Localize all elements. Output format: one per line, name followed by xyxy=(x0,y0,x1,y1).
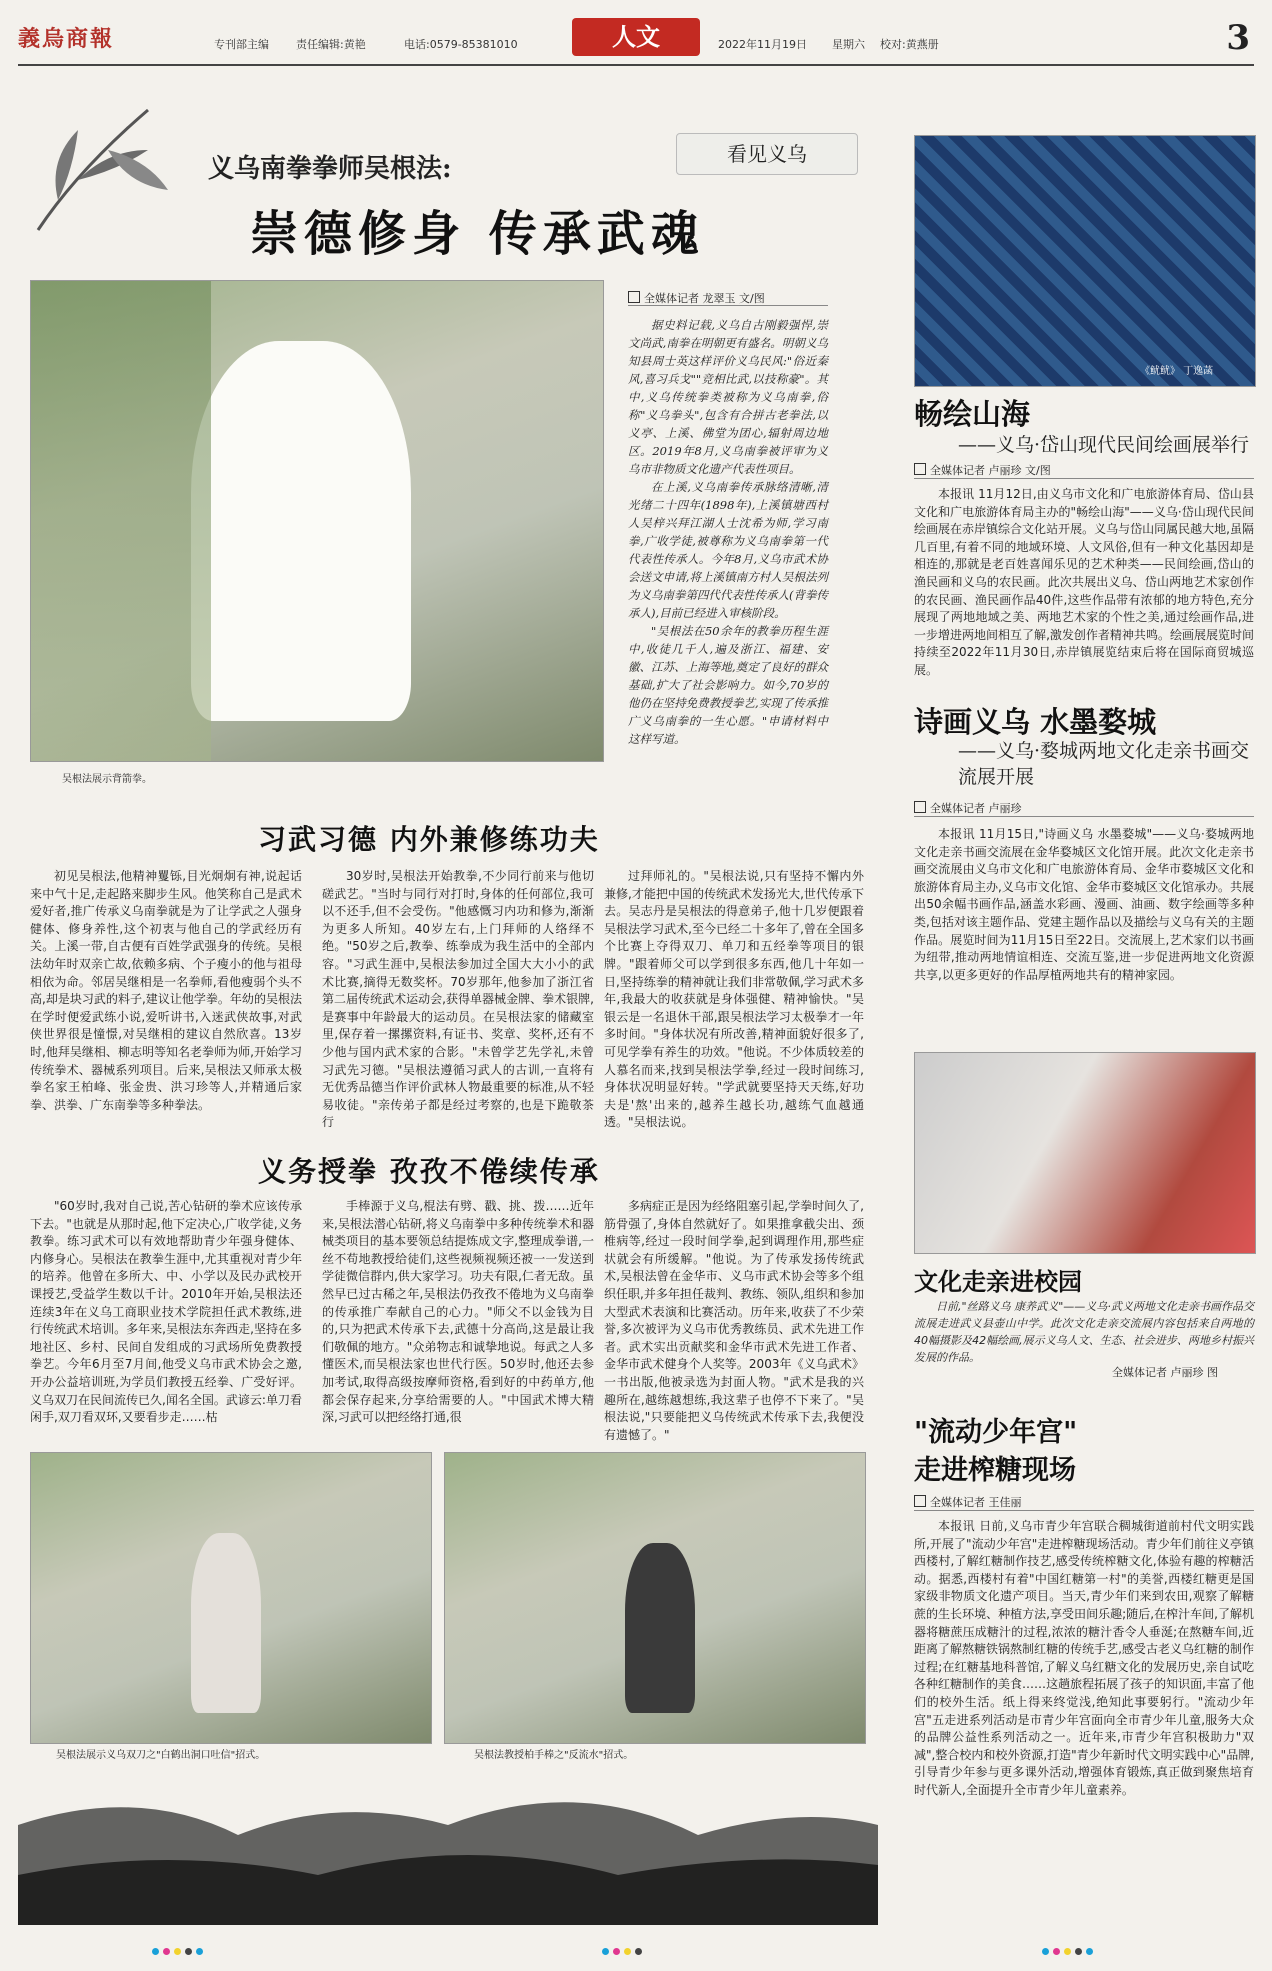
sidebar-a4-title-line1: "流动少年宫" xyxy=(914,1417,1078,1448)
photo-staff-caption: 吴根法教授柏手棒之"反流水"招式。 xyxy=(474,1750,634,1761)
sidebar-a3-body: 日前,"丝路义乌 康养武义"——义乌·武义两地文化走亲书画作品交流展走进武义县壶山中学。此次文化走亲交流展内容包括来自两地的40幅摄影及42幅绘画,展示义乌人文、生态、社会进步、两地乡村振兴发展的作品。 xyxy=(914,1300,1254,1364)
section-heading-2: 义务授拳 孜孜不倦续传承 xyxy=(258,1155,600,1188)
sidebar-a1-rule xyxy=(914,478,1254,479)
page-number: 3 xyxy=(1226,18,1250,58)
sidebar-a1-subtitle: ——义乌·岱山现代民间绘画展举行 xyxy=(958,434,1250,456)
header-weekday: 星期六 xyxy=(832,38,865,51)
photo-main-caption: 吴根法展示背箭拳。 xyxy=(62,774,152,785)
bamboo-decoration-icon xyxy=(18,90,188,240)
art-image-caption: 《鱿鱿》 丁逸菡 xyxy=(1140,366,1214,377)
header-meta-editor-in-chief: 专刊部主编 xyxy=(214,38,269,51)
article-title: 崇德修身 传承武魂 xyxy=(250,206,705,262)
header-rule xyxy=(18,64,1254,66)
footer-color-dots-left xyxy=(150,1940,205,1950)
main-byline: 全媒体记者 龙翠玉 文/图 xyxy=(628,290,765,306)
photo-students-exhibition xyxy=(914,1052,1256,1254)
section1-col-3: 过拜师礼的。"吴根法说,只有坚持不懈内外兼修,才能把中国的传统武术发扬光大,世代传承下去。吴志丹是吴根法的得意弟子,他十几岁便跟着吴根法学习武术,至今已经二十多年了,曾在全国多个比赛上夺得双刀、单刀和五经拳等项目的银牌。"跟着师父可以学到很多东西,他几十年如一日,坚持练拳的精神就让我们非常敬佩,学习武术多年,我最大的收获就是身体强健、精神愉快。"吴银云是一名退休干部,跟吴根法学习太极拳才一年多时间。"身体状况有所改善,精神面貌好很多了,可见学拳有养生的功效。"他说。不少体质较差的人慕名而来,找到吴根法学拳,经过一段时间练习,身体状况明显好转。"学武就要坚持天天练,好功夫是'熬'出来的,越养生越长功,越练气血越通透。"吴根法说。 xyxy=(604,869,864,1130)
section2-col-1: "60岁时,我对自己说,苦心钻研的拳术应该传承下去。"也就是从那时起,他下定决心,广收学徒,义务教拳。练习武术可以有效地帮助青少年强身健体、内修身心。吴根法在教拳生涯中,尤其重视对青少年的培养。他曾在多所大、中、小学以及民办武校开课授艺,受益学生数以千计。2010年开始,吴根法还连续3年在义乌工商职业技术学院担任武术教练,进行传统武术培训。多年来,吴根法东奔西走,坚持在多地社区、乡村、民间自发组成的习武场所免费教授拳艺。今年6月至7月间,他受义乌市武术协会之邀,开办公益培训班,为学员们教授五经拳、广受好评。义乌双刀在民间流传已久,闻名全国。武谚云:单刀看闲手,双刀看双环,又要看步走……枯 xyxy=(30,1199,302,1425)
masthead-logo: 義烏商報 xyxy=(18,26,115,52)
sidebar-a2-body: 本报讯 11月15日,"诗画义乌 水墨婺城"——义乌·婺城两地文化走亲书画交流展在金华婺城区文化馆开展。此次文化走亲书画交流展由义乌市文化和广电旅游体育局、金华市婺城区文化和旅游体育局主办,义乌市文化馆、金华市婺城区文化馆承办。共展出50余幅书画作品,涵盖水彩画、漫画、油画、数字绘画等多种类,包括对该主题作品、党建主题作品以及描绘与义乌有关的主题作品。展览时间为11月15日至22日。交流展上,艺术家们以书画为纽带,推动两地情谊相连、交流互鉴,进一步促进两地文化资源共享,以更多更好的作品厚植两地共有的精神家园。 xyxy=(914,827,1254,982)
sidebar-a3-title: 文化走亲进校园 xyxy=(914,1267,1082,1296)
sidebar-a4-title-line2: 走进榨糖现场 xyxy=(914,1455,1076,1486)
intro-text: 据史料记载,义乌自古刚毅强悍,崇文尚武,南拳在明朝更有盛名。明朝义乌知县周士英这样评价义乌民风:"俗近秦风,喜习兵戈""竞相比武,以技称豪"。其中,义乌传统拳类被称为义乌南拳,俗称"义乌拳头",包含有合拼古老拳法,以义亭、上溪、佛堂为团心,辐射周边地区。2019年8月,义乌南拳被评审为义乌市非物质文化遗产代表性项目。 在上溪,义乌南拳传承脉络清晰,清光绪二十四年(1898年),上溪镇塘西村人吴梓兴拜江湖人士沈希为师,学习南拳,广收学徒,被尊称为义乌南拳第一代代表性传承人。今年8月,义乌市武术协会送文申请,将上溪镇南方村人吴根法列为义乌南拳第四代代表性传承人(背拳传承人),目前已经进入审核阶段。 "吴根法在50余年的教拳历程生涯中,收徒几千人,遍及浙江、福建、安徽、江苏、上海等地,奠定了良好的群众基础,扩大了社会影响力。如今,70岁的他仍在坚持免费教授拳艺,实现了传承推广义乌南拳的一生心愿。"申请材料中这样写道。 xyxy=(628,318,828,746)
sidebar-a4-body: 本报讯 日前,义乌市青少年宫联合稠城街道前村代文明实践所,开展了"流动少年宫"走进榨糖现场活动。青少年们前往义亭镇西楼村,了解红糖制作技艺,感受传统榨糖文化,体验有趣的榨糖活动。据悉,西楼村有着"中国红糖第一村"的美誉,西楼红糖更是国家级非物质文化遗产项目。当天,青少年们来到农田,观察了解糖蔗的生长环境、种植方法,享受田间乐趣;随后,在榨汁车间,了解机器将糖蔗压成糖汁的过程,浓浓的糖汁香令人垂涎;在熬糖车间,近距离了解熬糖铁锅熬制红糖的传统手艺,感受古老义乌红糖的制作过程;在红糖基地科普馆,了解义乌红糖文化的发展历史,亲自试吃各种红糖制作的美食……这趟旅程拓展了孩子的知识面,丰富了他们的校外生活。纸上得来终觉浅,绝知此事要躬行。"流动少年宫"五走进系列活动是市青少年宫面向全市青少年儿童,服务大众的品牌公益性系列活动之一。近年来,市青少年宫积极助力"双减",整合校内和校外资源,打造"青少年新时代文明实践中心"品牌,引导青少年参与更多课外活动,增强体育锻炼,真正做到聚焦培育时代新人,全面提升全市青少年儿童素养。 xyxy=(914,1519,1255,1797)
section-heading-1: 习武习德 内外兼修练功夫 xyxy=(258,823,600,856)
header-meta-phone: 电话:0579-85381010 xyxy=(404,38,518,51)
photo-double-knife xyxy=(30,1452,432,1744)
footer-color-dots-center xyxy=(600,1940,644,1950)
column-tag: 看见义乌 xyxy=(676,133,858,175)
sidebar-a4-rule xyxy=(914,1510,1254,1511)
header-meta-editor: 责任编辑:黄艳 xyxy=(296,38,366,51)
sidebar-a3-credit: 全媒体记者 卢丽珍 图 xyxy=(1112,1366,1218,1379)
sidebar-a2-byline: 全媒体记者 卢丽珍 xyxy=(914,800,1022,816)
header-proofreader: 校对:黄燕册 xyxy=(880,38,939,51)
section2-col-3: 多病症正是因为经络阻塞引起,学拳时间久了,筋骨强了,身体自然就好了。如果推拿截尖出、颈椎病等,经过一段时间学拳,起到调理作用,那些症状就会有所缓解。"他说。为了传承发扬传统武术,吴根法曾在金华市、义乌市武术协会等多个组织任职,并多年担任裁判、教练、领队,组织和参加大型武术表演和比赛活动。历年来,收获了不少荣誉,多次被评为义乌市优秀教练员、武术先进工作者。武术实出贡献奖和金华市武术先进工作者、金华市武术健身个人奖等。2003年《义乌武术》一书出版,他被录选为封面人物。"武术是我的兴趣所在,越练越想练,我这辈子也停不下来了。"吴根法说,"只要能把义乌传统武术传承下去,我便没有遗憾了。" xyxy=(604,1199,864,1442)
sidebar-a2-subtitle: ——义乌·婺城两地文化走亲书画交流展开展 xyxy=(958,740,1250,788)
header-date: 2022年11月19日 xyxy=(718,38,807,51)
ink-landscape-decoration xyxy=(18,1765,878,1925)
byline-rule xyxy=(628,305,828,306)
section1-col-1: 初见吴根法,他精神矍铄,目光炯炯有神,说起话来中气十足,走起路来脚步生风。他笑称自己是武术爱好者,推广传承义乌南拳就是为了让学武之人强身健体、修身养性,这个初衷与他自己的学武经历有关。上溪一带,自古便有百姓学武强身的传统。吴根法幼年时双亲亡故,依赖多病、个子瘦小的他与祖母相依为命。邻居吴继相是一名拳师,看他瘦弱个头不高,却是块习武的料子,建议让他学拳。年幼的吴根法在学时便爱武练小说,爱听讲书,入迷武侠故事,对武侠世界很是憧憬,对吴继相的建议自然欣喜。13岁时,他拜吴继相、柳志明等知名老拳师为师,开始学习传统拳术、器械系列项目。后来,吴根法又师承太极拳名家王柏峰、张金贵、洪习珍等人,并精通后家拳、洪拳、广东南拳等多种拳法。 xyxy=(30,869,302,1112)
photo-double-knife-caption: 吴根法展示义乌双刀之"白鹤出洞口吐信"招式。 xyxy=(56,1750,266,1761)
sidebar-a2-rule xyxy=(914,816,1254,817)
section1-col-2: 30岁时,吴根法开始教拳,不少同行前来与他切磋武艺。"当时与同行对打时,身体的任何部位,我可以不还手,但不会受伤。"他感慨习内功和修为,渐渐为更多人所知。40岁左右,上门拜师的人络绎不绝。"50岁之后,教拳、练拳成为我生活中的全部内容。"习武生涯中,吴根法参加过全国大大小小的武术比赛,摘得无数奖杯。70岁那年,他参加了浙江省第二届传统武术运动会,获得单器械金牌、拳术银牌,是赛事中年龄最大的运动员。在吴根法家的储藏室里,保存着一摞摞资料,有证书、奖章、奖杯,还有不少他与国内武术家的合影。"未曾学艺先学礼,未曾习武先习德。"吴根法遵循习武人的古训,一直将有无优秀品德当作评价武林人物最重要的标准,从不轻易收徒。"亲传弟子都是经过考察的,也是下跪敬茶行 xyxy=(322,869,594,1130)
sidebar-a1-title: 畅绘山海 xyxy=(914,397,1031,431)
photo-staff xyxy=(444,1452,866,1744)
sidebar-a1-body: 本报讯 11月12日,由义乌市文化和广电旅游体育局、岱山县文化和广电旅游体育局主办的"畅绘山海"——义乌·岱山现代民间绘画展在赤岸镇综合文化站开展。义乌与岱山同属民越大地,虽隔几百里,有着不同的地域环境、人文风俗,但有一种文化基因却是相连的,那就是老百姓喜闻乐见的艺术种类——民间绘画,岱山的渔民画和义乌的农民画。此次共展出义乌、岱山两地艺术家创作的农民画、渔民画作品40件,这些作品带有浓郁的地方特色,充分展现了两地地域之美、两地艺术家的个性之美,通过绘画作品,进一步增进两地间相互了解,激发创作者精神共鸣。绘画展展览时间持续至2022年11月30日,赤岸镇展览结束后将在国际商贸城巡展。 xyxy=(914,487,1254,677)
section-badge: 人文 xyxy=(572,18,700,56)
sidebar-a1-byline: 全媒体记者 卢丽珍 文/图 xyxy=(914,462,1051,478)
art-image-squid xyxy=(914,135,1256,387)
sidebar-a2-title: 诗画义乌 水墨婺城 xyxy=(914,705,1157,739)
article-subtitle: 义乌南拳拳师吴根法: xyxy=(208,154,452,184)
section2-col-2: 手棒源于义乌,棍法有劈、戳、挑、拨……近年来,吴根法潜心钻研,将义乌南拳中多种传统拳术和器械类项目的基本要领总结提炼成文字,整理成拳谱,一丝不苟地教授给徒们,这些视频视频还被一一发送到学徒微信群内,供大家学习。功夫有限,仁者无敌。虽然早已过古稀之年,吴根法仍孜孜不倦地为义乌南拳的传承推广奉献自己的心力。"师父不以金钱为目的,只为把武术传承下去,武德十分高尚,这是最让我们敬佩的地方。"众弟物志和诚挚地说。每武之人多懂医术,而吴根法家也世代行医。50岁时,他还去参加考试,取得高级按摩师资格,看到好的中药单方,他都会保存起来,分享给需要的人。"中国武术博大精深,习武可以把经络打通,很 xyxy=(322,1199,594,1425)
footer-color-dots-right xyxy=(1040,1940,1095,1950)
photo-main-wu-genfa xyxy=(30,280,604,762)
sidebar-a4-byline: 全媒体记者 王佳丽 xyxy=(914,1494,1022,1510)
